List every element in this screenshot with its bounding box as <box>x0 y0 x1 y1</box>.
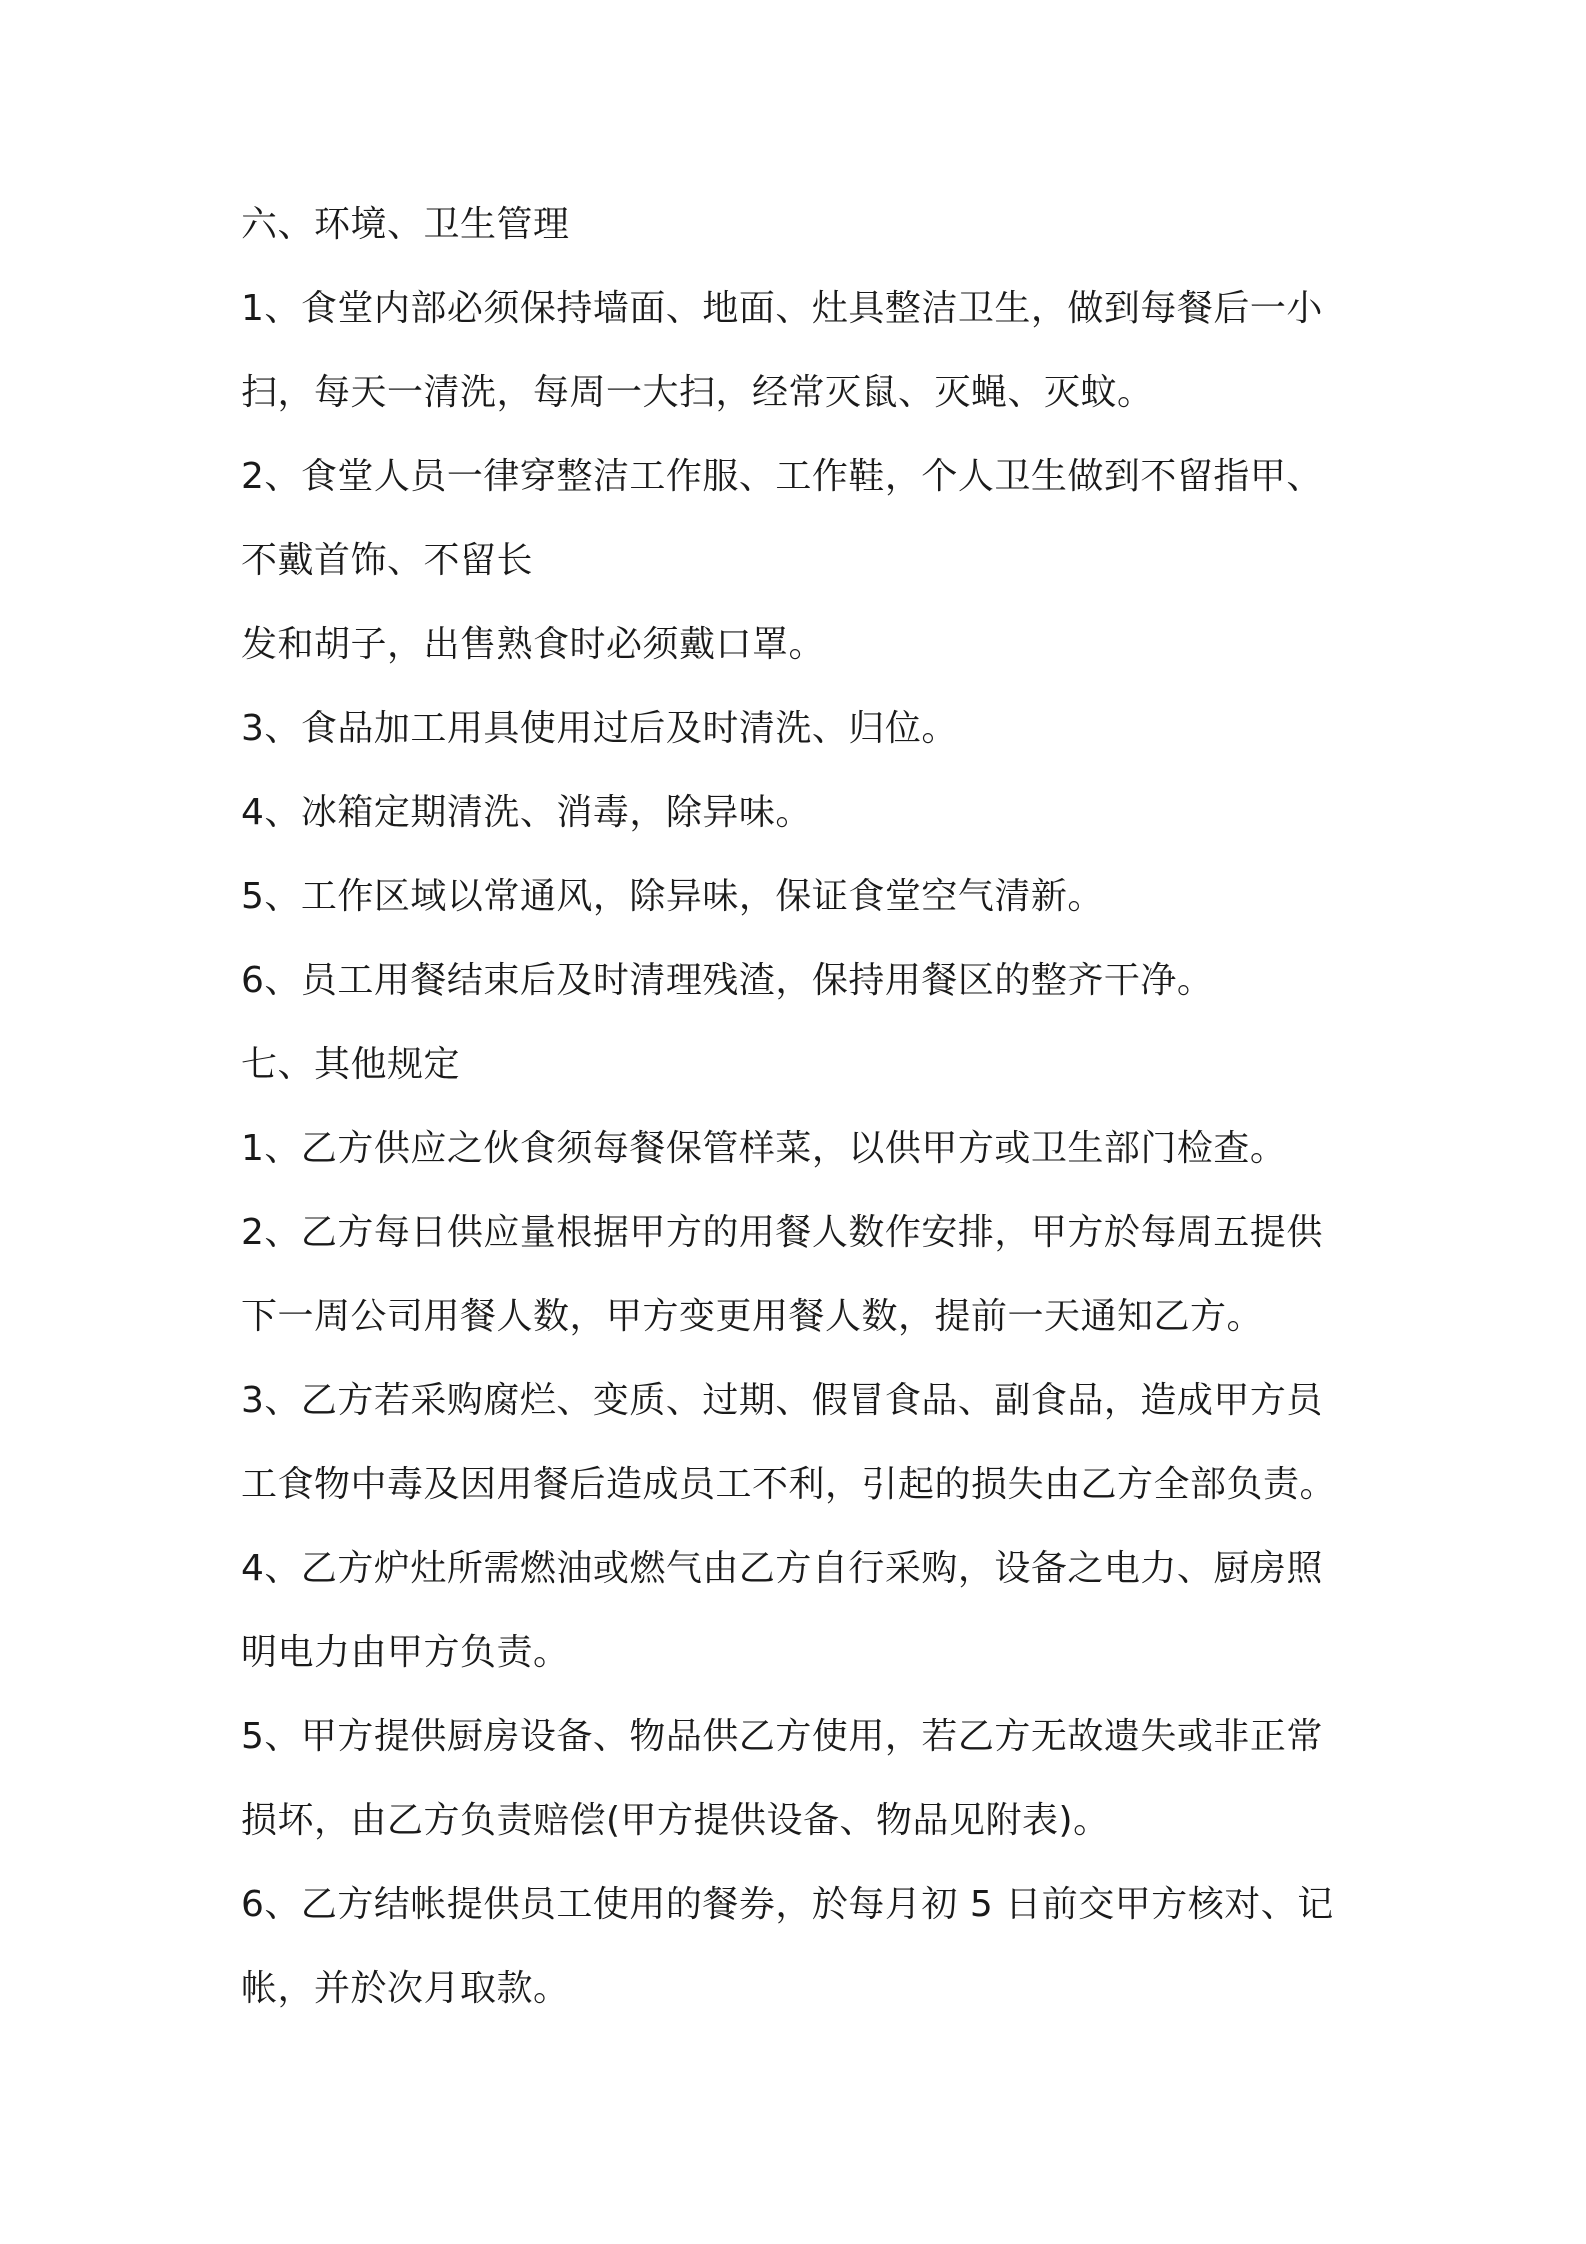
paragraph-line: 6、员工用餐结束后及时清理残渣，保持用餐区的整齐干净。 <box>241 960 1214 1001</box>
paragraph-line: 帐，并於次月取款。 <box>241 1968 570 2009</box>
paragraph-line: 3、乙方若采购腐烂、变质、过期、假冒食品、副食品，造成甲方员 <box>241 1380 1323 1421</box>
paragraph-line: 明电力由甲方负责。 <box>241 1632 570 1673</box>
paragraph-line: 1、乙方供应之伙食须每餐保管样菜，以供甲方或卫生部门检查。 <box>241 1128 1287 1169</box>
paragraph-line: 损坏，由乙方负责赔偿(甲方提供设备、物品见附表)。 <box>241 1800 1110 1841</box>
paragraph-line: 3、食品加工用具使用过后及时清洗、归位。 <box>241 708 958 749</box>
paragraph-line: 2、食堂人员一律穿整洁工作服、工作鞋，个人卫生做到不留指甲、 <box>241 456 1323 497</box>
paragraph-line: 4、冰箱定期清洗、消毒，除异味。 <box>241 792 812 833</box>
paragraph-line: 不戴首饰、不留长 <box>241 540 534 581</box>
paragraph-line: 1、食堂内部必须保持墙面、地面、灶具整洁卫生，做到每餐后一小 <box>241 288 1323 329</box>
paragraph-line: 6、乙方结帐提供员工使用的餐券，於每月初 5 日前交甲方核对、记 <box>241 1884 1334 1925</box>
paragraph-line: 5、工作区域以常通风，除异味，保证食堂空气清新。 <box>241 876 1104 917</box>
paragraph-line: 5、甲方提供厨房设备、物品供乙方使用，若乙方无故遗失或非正常 <box>241 1716 1323 1757</box>
paragraph-line: 2、乙方每日供应量根据甲方的用餐人数作安排，甲方於每周五提供 <box>241 1212 1323 1253</box>
paragraph-line: 工食物中毒及因用餐后造成员工不利，引起的损失由乙方全部负责。 <box>241 1464 1337 1505</box>
section-heading: 七、其他规定 <box>241 1044 461 1085</box>
paragraph-line: 4、乙方炉灶所需燃油或燃气由乙方自行采购，设备之电力、厨房照 <box>241 1548 1323 1589</box>
paragraph-line: 发和胡子，出售熟食时必须戴口罩。 <box>241 624 826 665</box>
document-body <box>241 198 1361 2016</box>
paragraph-line: 下一周公司用餐人数，甲方变更用餐人数，提前一天通知乙方。 <box>241 1296 1264 1337</box>
section-heading: 六、环境、卫生管理 <box>241 204 570 245</box>
paragraph-line: 扫，每天一清洗，每周一大扫，经常灭鼠、灭蝇、灭蚊。 <box>241 372 1154 413</box>
